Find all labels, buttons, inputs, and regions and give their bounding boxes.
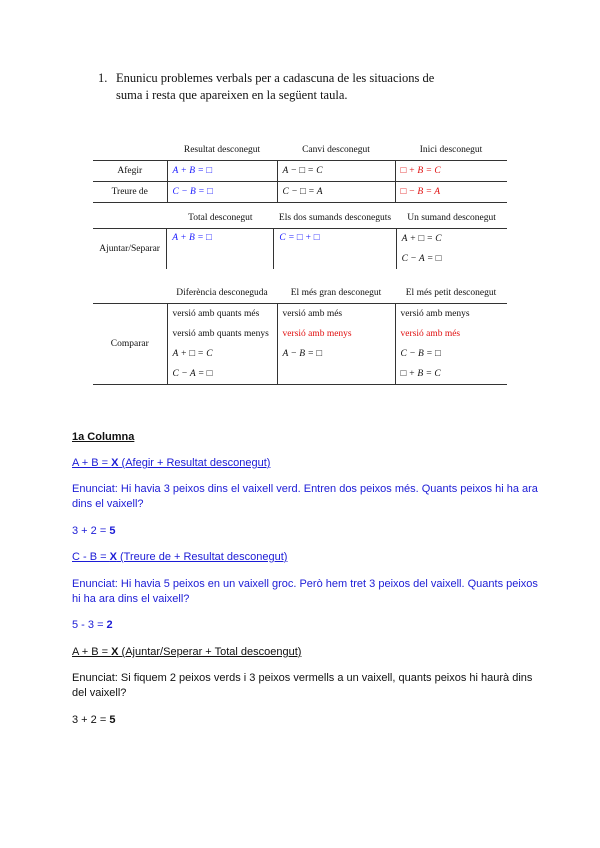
cell-petit-2: versió amb més [395, 324, 507, 344]
item-1-title-suffix: (Afegir + Resultat desconegut) [118, 457, 271, 469]
item-1-op: 3 + 2 = [72, 525, 110, 537]
intro-number: 1. [98, 71, 108, 85]
cell-dif-3: A + □ = C [167, 344, 277, 364]
cell-petit-1: versió amb menys [395, 304, 507, 325]
header-total-desconegut: Total desconegut [188, 213, 253, 223]
header-mes-petit: El més petit desconegut [405, 288, 497, 298]
item-2-title-prefix: C - B = [72, 551, 110, 563]
header-canvi-desconegut: Canvi desconegut [302, 145, 370, 155]
item-3-title-suffix: (Ajuntar/Seperar + Total descoengut) [118, 646, 302, 658]
cell-gran-3: A − B = □ [277, 344, 395, 364]
item-1-statement: Enunciat: Hi havia 3 peixos dins el vaixell verd. Entren dos peixos més. Quants peixos hi ha ara dins el vaixell? [72, 483, 538, 510]
item-2-statement: Enunciat: Hi havia 5 peixos en un vaixell groc. Però hem tret 3 peixos del vaixell. Quants peixos hi ha ara dins el vaixell? [72, 578, 538, 605]
header-mes-gran: El més gran desconegut [290, 288, 382, 298]
item-2-op: 5 - 3 = [72, 619, 107, 631]
cell-gran-2: versió amb menys [277, 324, 395, 344]
cell-un-sumand-b: C − A = □ [396, 249, 507, 269]
item-2-result: 2 [106, 619, 113, 631]
cell-total-desconegut: A + B = □ [167, 229, 274, 270]
header-diferencia: Diferència desconeguda [176, 288, 268, 298]
cell-treure-inici: □ − B = A [395, 182, 507, 203]
table-compare [93, 283, 507, 385]
item-2-operation [72, 618, 542, 633]
item-3-title [72, 645, 542, 660]
item-3-op: 3 + 2 = [72, 714, 110, 726]
item-3-title-prefix: A + B = [72, 646, 112, 658]
item-3-result: 5 [109, 714, 116, 726]
cell-gran-4 [277, 364, 395, 385]
item-1-result: 5 [109, 525, 116, 537]
intro-line-2: suma i resta que apareixen en la següent taula. [116, 88, 348, 102]
cell-petit-3: C − B = □ [395, 344, 507, 364]
row-label-ajuntar: Ajuntar/Separar [93, 229, 167, 270]
cell-afegir-canvi: A − □ = C [277, 161, 395, 182]
item-2-title-suffix: (Treure de + Resultat desconegut) [116, 551, 288, 563]
intro-paragraph [98, 70, 518, 104]
header-un-sumand: Un sumand desconegut [407, 213, 496, 223]
cell-dif-2: versió amb quants menys [167, 324, 277, 344]
intro-line-1: Enunicu problemes verbals per a cadascuna de les situacions de [116, 71, 435, 85]
header-inici-desconegut: Inici desconegut [419, 145, 483, 155]
table-join-separate [93, 208, 507, 269]
header-dos-sumands: Els dos sumands desconeguts [278, 213, 392, 223]
item-1-title-x: X [111, 457, 119, 469]
cell-dif-4: C − A = □ [167, 364, 277, 385]
section-title: 1a Columna [72, 431, 135, 443]
cell-afegir-inici: □ + B = C [395, 161, 507, 182]
item-3-operation [72, 713, 542, 728]
header-resultat-desconegut: Resultat desconegut [183, 145, 261, 155]
cell-afegir-resultat: A + B = □ [167, 161, 277, 182]
cell-treure-canvi: C − □ = A [277, 182, 395, 203]
item-2-title-x: X [109, 551, 117, 563]
row-label-comparar: Comparar [93, 304, 167, 385]
table-add-remove [93, 140, 507, 203]
cell-dos-sumands: C = □ + □ [274, 229, 396, 270]
item-3-title-x: X [111, 646, 119, 658]
item-3-statement: Enunciat: Si fiquem 2 peixos verds i 3 peixos vermells a un vaixell, quants peixos hi haurà dins del vaixell? [72, 672, 533, 699]
item-1-operation [72, 524, 542, 539]
cell-dif-1: versió amb quants més [167, 304, 277, 325]
cell-gran-1: versió amb més [277, 304, 395, 325]
cell-petit-4: □ + B = C [395, 364, 507, 385]
cell-un-sumand-a: A + □ = C [396, 229, 507, 250]
row-label-treure: Treure de [93, 182, 167, 203]
item-1-title-prefix: A + B = [72, 457, 112, 469]
item-1-title [72, 456, 542, 471]
item-2-title [72, 550, 542, 565]
cell-treure-resultat: C − B = □ [167, 182, 277, 203]
row-label-afegir: Afegir [93, 161, 167, 182]
